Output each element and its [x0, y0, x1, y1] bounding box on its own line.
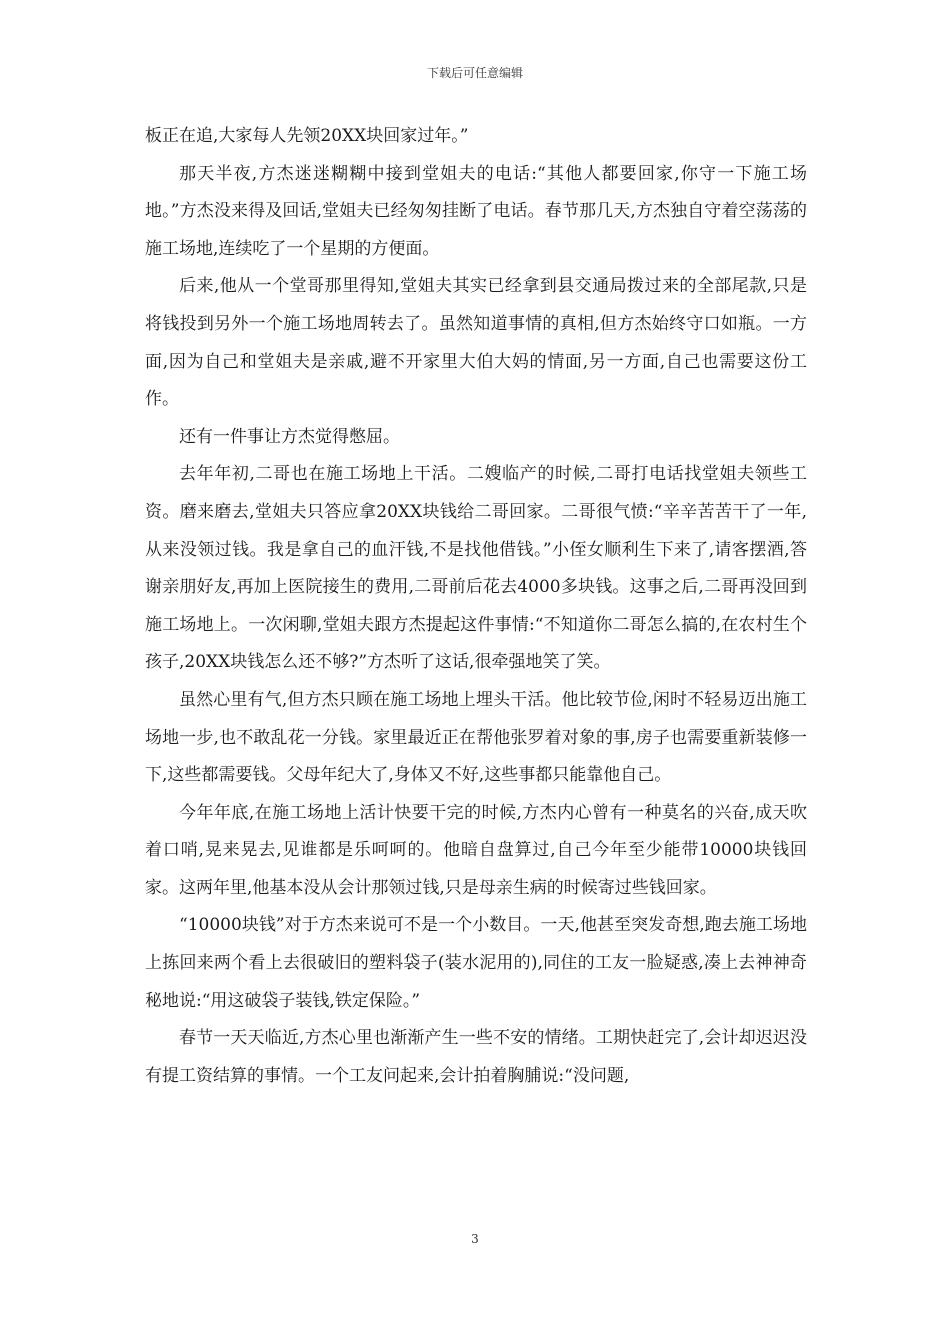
paragraph: 虽然心里有气,但方杰只顾在施工场地上埋头干活。他比较节俭,闲时不轻易迈出施工场地一步,也不敢乱花一分钱。家里最近正在帮他张罗着对象的事,房子也需要重新装修一下,这些都需要钱。父母年纪大了,身体又不好,这些事都只能靠他自己。 — [145, 689, 807, 786]
paragraph: 今年年底,在施工场地上活计快要干完的时候,方杰内心曾有一种莫名的兴奋,成天吹着口哨,晃来晃去,见谁都是乐呵呵的。他暗自盘算过,自己今年至少能带10000块钱回家。这两年里,他基本没从会计那领过钱,只是母亲生病的时候寄过些钱回家。 — [145, 802, 807, 898]
paragraph: 后来,他从一个堂哥那里得知,堂姐夫其实已经拿到县交通局拨过来的全部尾款,只是将钱投到另外一个施工场地周转去了。虽然知道事情的真相,但方杰始终守口如瓶。一方面,因为自己和堂姐夫是亲戚,避不开家里大伯大妈的情面,另一方面,自己也需要这份工作。 — [145, 276, 807, 410]
paragraph: “10000块钱”对于方杰来说可不是一个小数目。一天,他甚至突发奇想,跑去施工场地上拣回来两个看上去很破旧的塑料袋子(装水泥用的),同住的工友一脸疑惑,凑上去神神奇秘地说:“用这破袋子装钱,铁定保险。” — [145, 915, 807, 1011]
page-number: 3 — [471, 1232, 479, 1246]
paragraph: 春节一天天临近,方杰心里也渐渐产生一些不安的情绪。工期快赶完了,会计却迟迟没有提工资结算的事情。一个工友问起来,会计拍着胸脯说:“没问题, — [145, 1028, 807, 1086]
paragraph: 还有一件事让方杰觉得憋屈。 — [179, 426, 400, 447]
paragraph: 那天半夜,方杰迷迷糊糊中接到堂姐夫的电话:“其他人都要回家,你守一下施工场地。”方杰没来得及回话,堂姐夫已经匆匆挂断了电话。春节那几天,方杰独自守着空荡荡的施工场地,连续吃了一个星期的方便面。 — [145, 163, 807, 259]
paragraph: 去年年初,二哥也在施工场地上干活。二嫂临产的时候,二哥打电话找堂姐夫领些工资。磨来磨去,堂姐夫只答应拿20XX块钱给二哥回家。二哥很气愤:“辛辛苦苦干了一年,从来没领过钱。我是拿自己的血汗钱,不是找他借钱。”小侄女顺利生下来了,请客摆酒,答谢亲朋好友,再加上医院接生的费用,二哥前后花去4000多块钱。这事之后,二哥再没回到施工场地上。一次闲聊,堂姐夫跟方杰提起这件事情:“不知道你二哥怎么搞的,在农村生个孩子,20XX块钱怎么还不够?”方杰听了这话,很牵强地笑了笑。 — [145, 464, 807, 673]
document-body — [145, 118, 807, 1095]
page-header: 下载后可任意编辑 — [426, 66, 523, 80]
paragraph-continuation: 板正在追,大家每人先领20XX块回家过年。” — [145, 126, 469, 146]
